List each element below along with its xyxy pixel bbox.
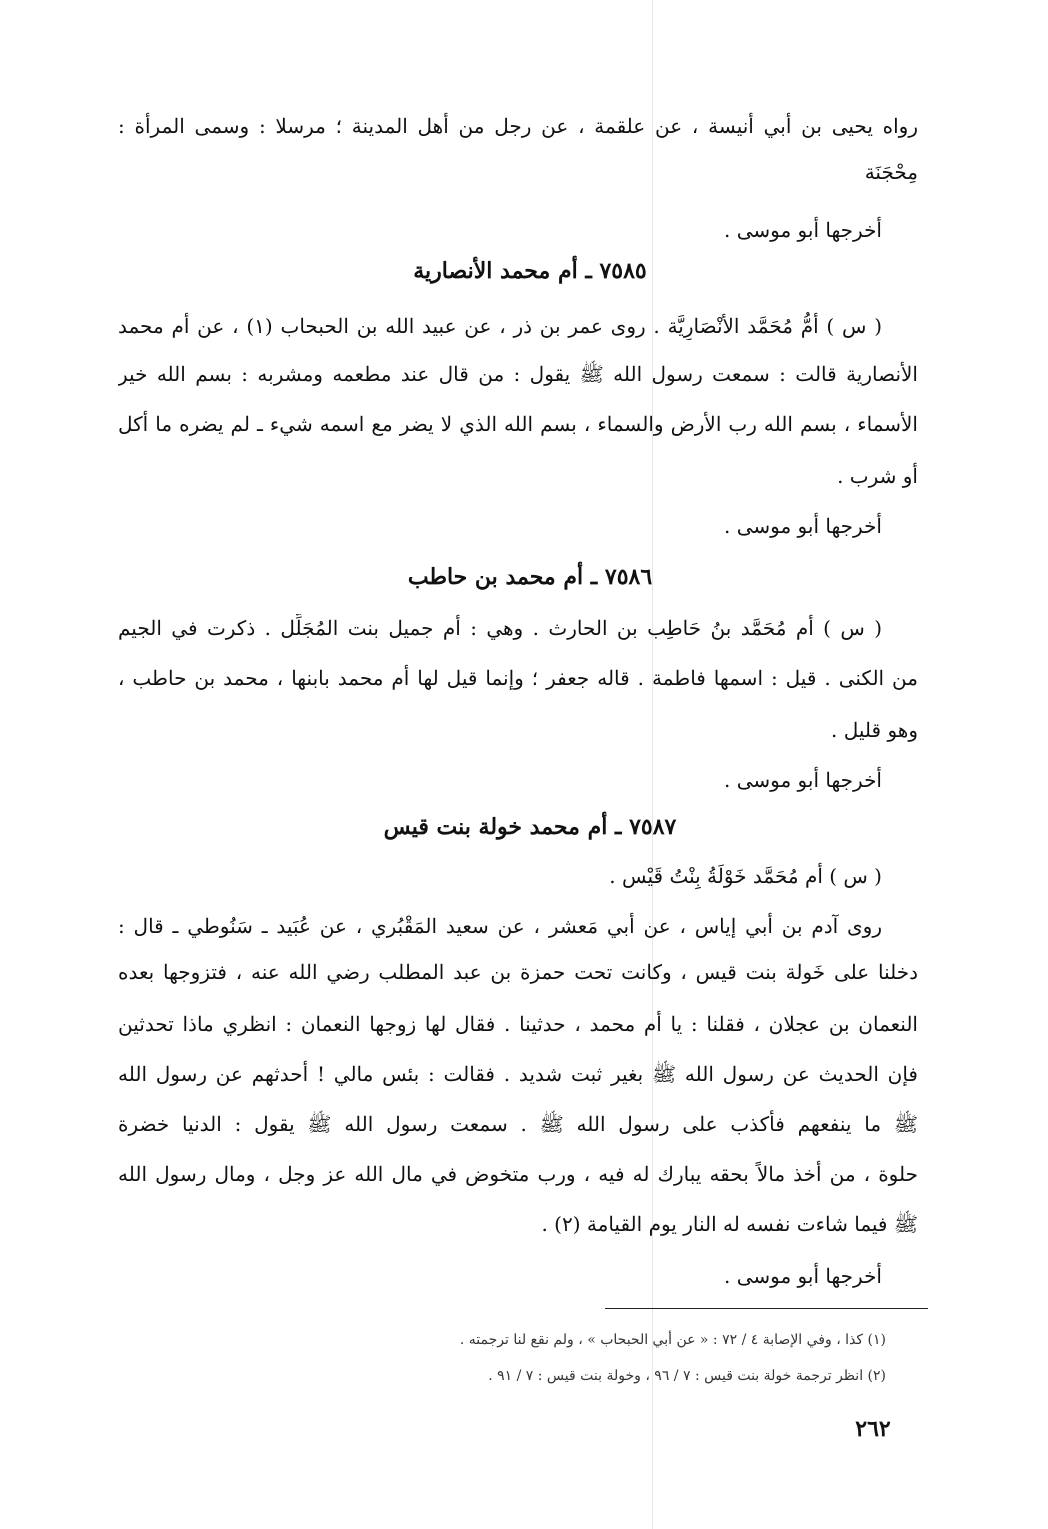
source-note: أخرجها أبو موسى .	[724, 218, 882, 242]
page-number: ٢٦٢	[855, 1416, 891, 1442]
text-line: وهو قليل .	[831, 718, 918, 742]
text-line: روى آدم بن أبي إياس ، عن أبي مَعشر ، عن سعيد المَقْبُري ، عن عُبَيد ـ سَنُوطي ـ قال :	[118, 914, 882, 938]
text-line: من الكنى . قيل : اسمها فاطمة . قاله جعفر ؛ وإنما قيل لها أم محمد بابنها ، محمد بن حاطب ،	[118, 666, 918, 690]
text-line: ﷺ فيما شاءت نفسه له النار يوم القيامة (٢) .	[541, 1212, 918, 1236]
footnote: (١) كذا ، وفي الإصابة ٤ / ٧٢ : « عن أبي الحبحاب » ، ولم نقع لنا ترجمته .	[459, 1332, 886, 1348]
text-line: حلوة ، من أخذ مالاً بحقه يبارك له فيه ، ورب متخوض في مال الله عز وجل ، ومال رسول الله	[118, 1162, 918, 1186]
text-line: ( س ) أم مُحَمَّد خَوْلَةُ بِنْتُ قَيْس .	[609, 864, 882, 888]
text-line: الأنصارية قالت : سمعت رسول الله ﷺ يقول : من قال عند مطعمه ومشربه : بسم الله خير	[118, 362, 918, 386]
text-line: ( س ) أمُّ مُحَمَّد الأنْصَارِيَّة . روى عمر بن ذر ، عن عبيد الله بن الحبحاب (١) ، عن أم محمد	[118, 314, 883, 338]
text-line: رواه يحيى بن أبي أنيسة ، عن علقمة ، عن رجل من أهل المدينة ؛ مرسلا : وسمى المرأة :	[118, 114, 918, 138]
source-note: أخرجها أبو موسى .	[724, 1264, 882, 1288]
text-line: أو شرب .	[837, 464, 918, 488]
text-line: فإن الحديث عن رسول الله ﷺ بغير ثبت شديد . فقالت : بئس مالي ! أحدثهم عن رسول الله	[118, 1062, 918, 1086]
source-note: أخرجها أبو موسى .	[724, 514, 882, 538]
entry-heading: ٧٥٨٧ ـ أم محمد خولة بنت قيس	[383, 814, 677, 840]
text-line: مِحْجَنَة	[864, 160, 918, 184]
text-line: الأسماء ، بسم الله رب الأرض والسماء ، بسم الله الذي لا يضر مع اسمه شيء ـ لم يضره ما أكل	[118, 412, 918, 436]
footnote: (٢) انظر ترجمة خولة بنت قيس : ٧ / ٩٦ ، وخولة بنت قيس : ٧ / ٩١ .	[488, 1368, 886, 1384]
entry-heading: ٧٥٨٥ ـ أم محمد الأنصارية	[413, 258, 647, 284]
text-line: ( س ) أم مُحَمَّد بنُ حَاطِب بن الحارث . وهي : أم جميل بنت المُجَلِّل . ذكرت في الجيم	[118, 616, 882, 640]
text-line: النعمان بن عجلان ، فقلنا : يا أم محمد ، حدثينا . فقال لها زوجها النعمان : انظري ماذا تحدثين	[118, 1012, 918, 1036]
text-line: ﷺ ما ينفعهم فأكذب على رسول الله ﷺ . سمعت رسول الله ﷺ يقول : الدنيا خضرة	[118, 1112, 918, 1136]
entry-heading: ٧٥٨٦ ـ أم محمد بن حاطب	[407, 564, 653, 590]
source-note: أخرجها أبو موسى .	[724, 768, 882, 792]
footnote-divider	[605, 1308, 928, 1309]
text-line: دخلنا على خَولة بنت قيس ، وكانت تحت حمزة بن عبد المطلب رضي الله عنه ، فتزوجها بعده	[118, 960, 918, 984]
